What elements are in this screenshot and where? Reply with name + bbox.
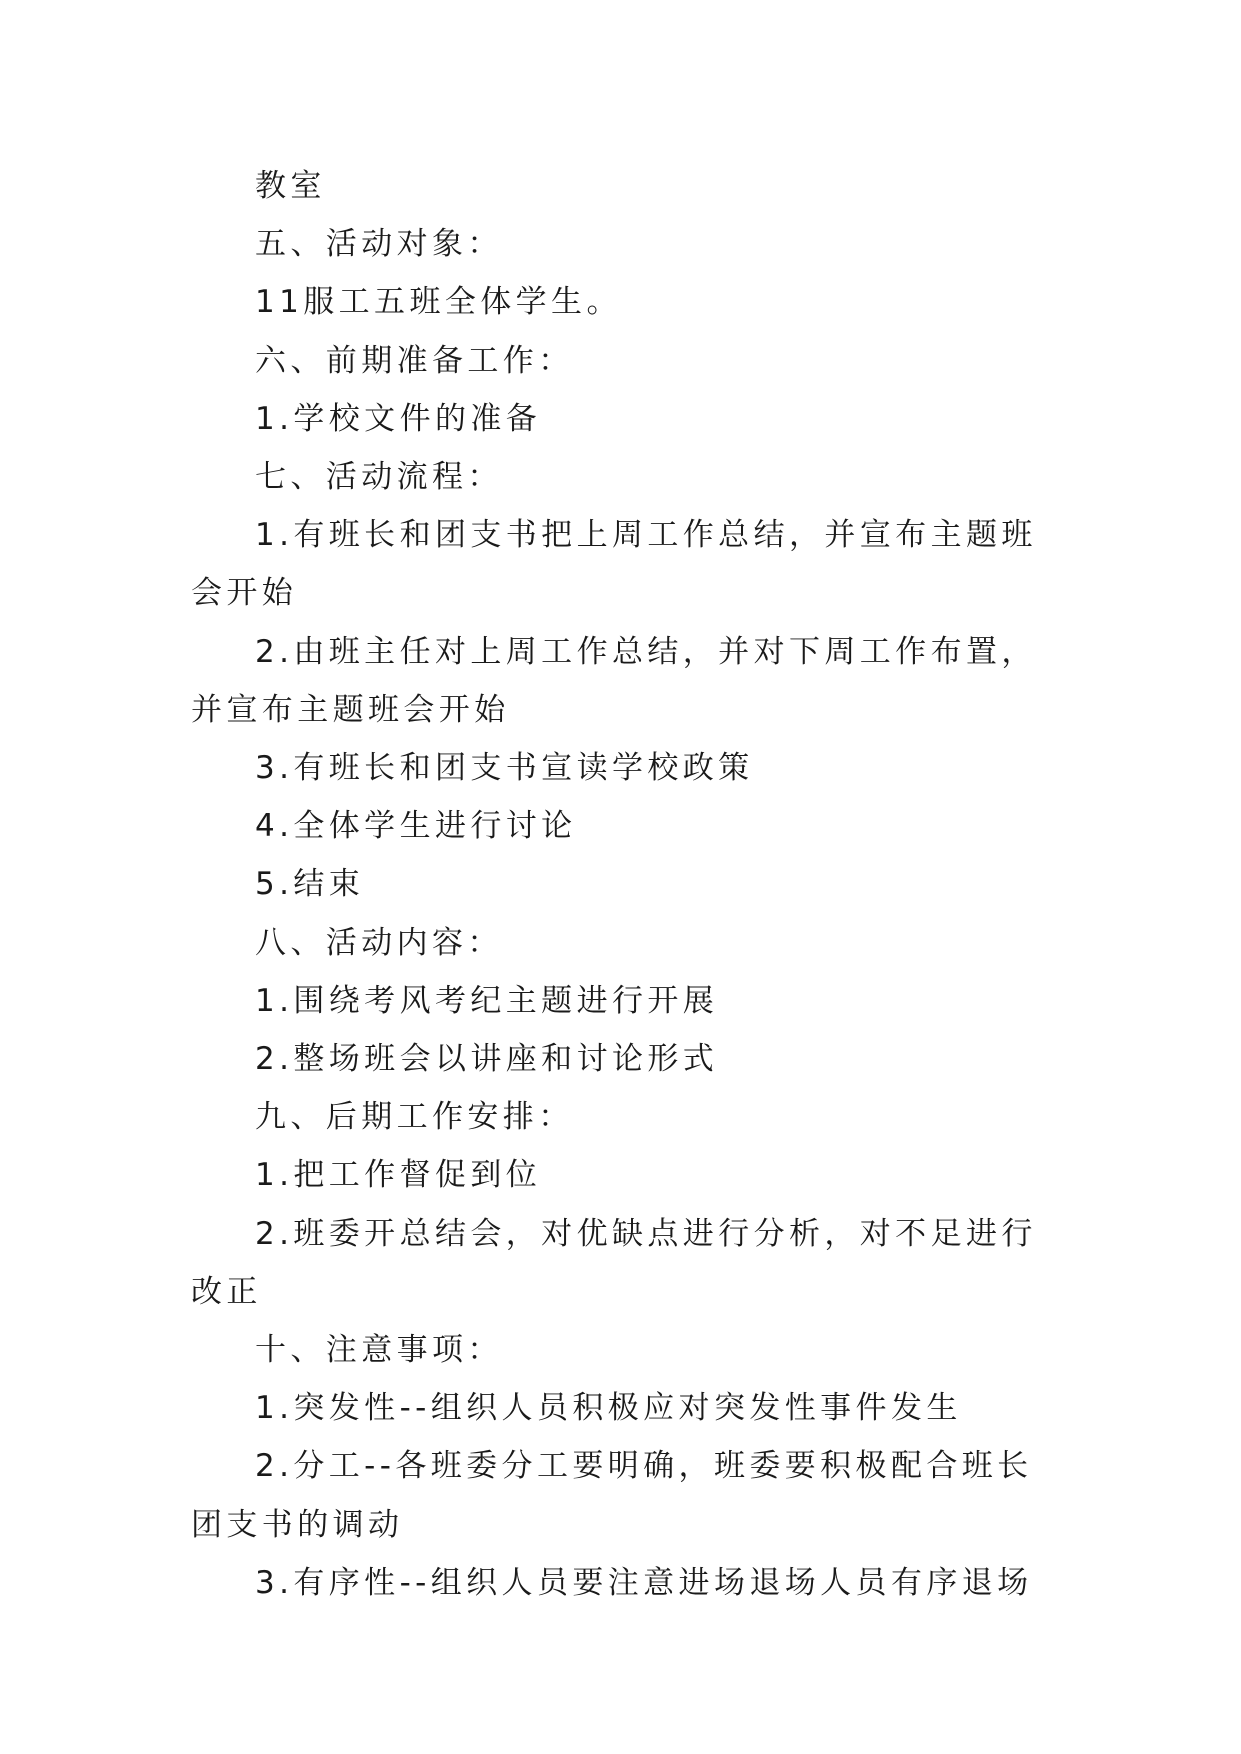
list-item-content-1: 1.围绕考风考纪主题进行开展 bbox=[255, 982, 719, 1019]
list-item-notes-3: 3.有序性--组织人员要注意进场退场人员有序退场 bbox=[255, 1564, 1033, 1601]
list-item-flow-2: 2.由班主任对上周工作总结，并对下周工作布置，并宣布主题班会开始 bbox=[191, 633, 1037, 728]
list-item-content-2: 2.整场班会以讲座和讨论形式 bbox=[255, 1041, 719, 1078]
paragraph-location: 教室 bbox=[255, 168, 326, 204]
list-item-followup-2: 2.班委开总结会，对优缺点进行分析，对不足进行改正 bbox=[191, 1215, 1037, 1310]
list-item-flow-1: 1.有班长和团支书把上周工作总结，并宣布主题班会开始 bbox=[191, 517, 1037, 612]
list-item-flow-5: 5.结束 bbox=[255, 866, 365, 903]
list-item-followup-1: 1.把工作督促到位 bbox=[255, 1157, 542, 1194]
list-item-notes-2: 2.分工--各班委分工要明确，班委要积极配合班长团支书的调动 bbox=[191, 1448, 1033, 1543]
heading-section-9: 九、后期工作安排： bbox=[255, 1099, 574, 1136]
list-item-prep-1: 1.学校文件的准备 bbox=[255, 400, 542, 437]
list-item-flow-4: 4.全体学生进行讨论 bbox=[255, 808, 577, 845]
heading-section-7: 七、活动流程： bbox=[255, 459, 503, 496]
paragraph-participants: 11服工五班全体学生。 bbox=[255, 284, 622, 321]
document-body bbox=[191, 157, 1051, 1612]
heading-section-6: 六、前期准备工作： bbox=[255, 342, 574, 379]
heading-section-10: 十、注意事项： bbox=[255, 1332, 503, 1369]
heading-section-5: 五、活动对象： bbox=[255, 226, 503, 263]
heading-section-8: 八、活动内容： bbox=[255, 924, 503, 961]
list-item-notes-1: 1.突发性--组织人员积极应对突发性事件发生 bbox=[255, 1390, 962, 1427]
list-item-flow-3: 3.有班长和团支书宣读学校政策 bbox=[255, 750, 754, 787]
